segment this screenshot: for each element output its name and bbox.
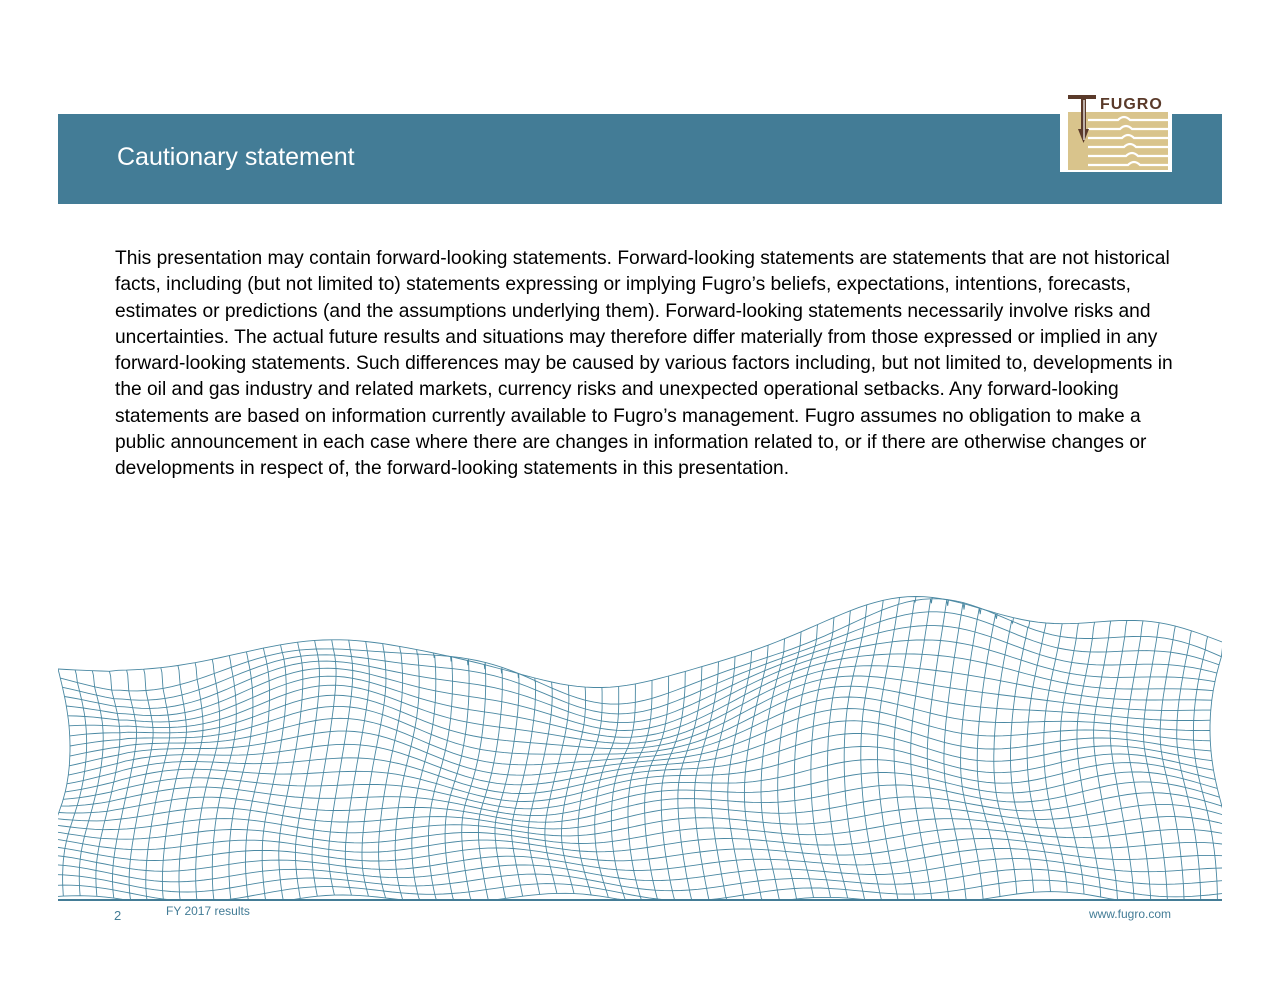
company-logo <box>1060 88 1172 172</box>
cautionary-paragraph: This presentation may contain forward-looking statements. Forward-looking statements are statements that are not historical facts, including (but not limited to) statements expressing or implying Fugro’s beliefs, expectations, intentions, forecasts, estimates or predictions (and the assumptions underlying them). Forward-looking statements necessarily involve risks and uncertainties. The actual future results and situations may therefore differ materially from those expressed or implied in any forward-looking statements. Such differences may be caused by various factors including, but not limited to, developments in the oil and gas industry and related markets, currency risks and unexpected operational setbacks. Any forward-looking statements are based on information currently available to Fugro’s management. Fugro assumes no obligation to make a public announcement in each case where there are changes in information related to, or if there are otherwise changes or developments in respect of, the forward-looking statements in this presentation. <box>115 248 1173 480</box>
terrain-column-line <box>595 686 619 897</box>
terrain-row-line <box>65 626 1217 723</box>
page-number: 2 <box>114 908 122 923</box>
terrain-column-line <box>1110 620 1134 900</box>
terrain-row-line <box>58 839 1222 862</box>
terrain-column-line <box>1011 621 1034 892</box>
terrain-column-line <box>811 617 834 897</box>
footer-title: FY 2017 results <box>166 904 250 918</box>
terrain-column-line <box>611 684 635 900</box>
terrain-column-line <box>994 618 1017 894</box>
terrain-column-line <box>113 670 137 898</box>
terrain-column-line <box>196 659 220 900</box>
terrain-column-line <box>295 640 319 898</box>
footer-url: www.fugro.com <box>1088 907 1171 921</box>
terrain-column-line <box>212 656 236 900</box>
terrain-column-line <box>944 603 966 900</box>
terrain-column-line <box>512 678 536 896</box>
terrain-row-line <box>69 709 1210 776</box>
terrain-column-line <box>645 676 669 900</box>
terrain-column-line <box>711 657 735 900</box>
terrain-mesh <box>58 597 1222 901</box>
terrain-column-line <box>262 645 286 900</box>
footer-rule <box>58 899 1222 901</box>
terrain-column-line <box>894 597 916 901</box>
fugro-logo-icon <box>1060 88 1172 172</box>
wireframe-terrain-icon <box>58 519 1222 901</box>
terrain-column-line <box>1127 621 1151 900</box>
terrain-column-line <box>961 608 984 899</box>
terrain-column-line <box>778 632 801 899</box>
terrain-row-line <box>58 829 1222 853</box>
terrain-column-line <box>977 614 1000 897</box>
terrain-column-line <box>329 640 353 895</box>
page-title: Cautionary statement <box>117 143 355 171</box>
terrain-column-line <box>146 668 170 900</box>
terrain-row-line <box>58 817 1222 844</box>
terrain-column-line <box>162 666 186 901</box>
terrain-column-line <box>661 671 685 900</box>
terrain-column-line <box>744 645 768 900</box>
logo-wordmark: FUGRO <box>1100 96 1163 113</box>
